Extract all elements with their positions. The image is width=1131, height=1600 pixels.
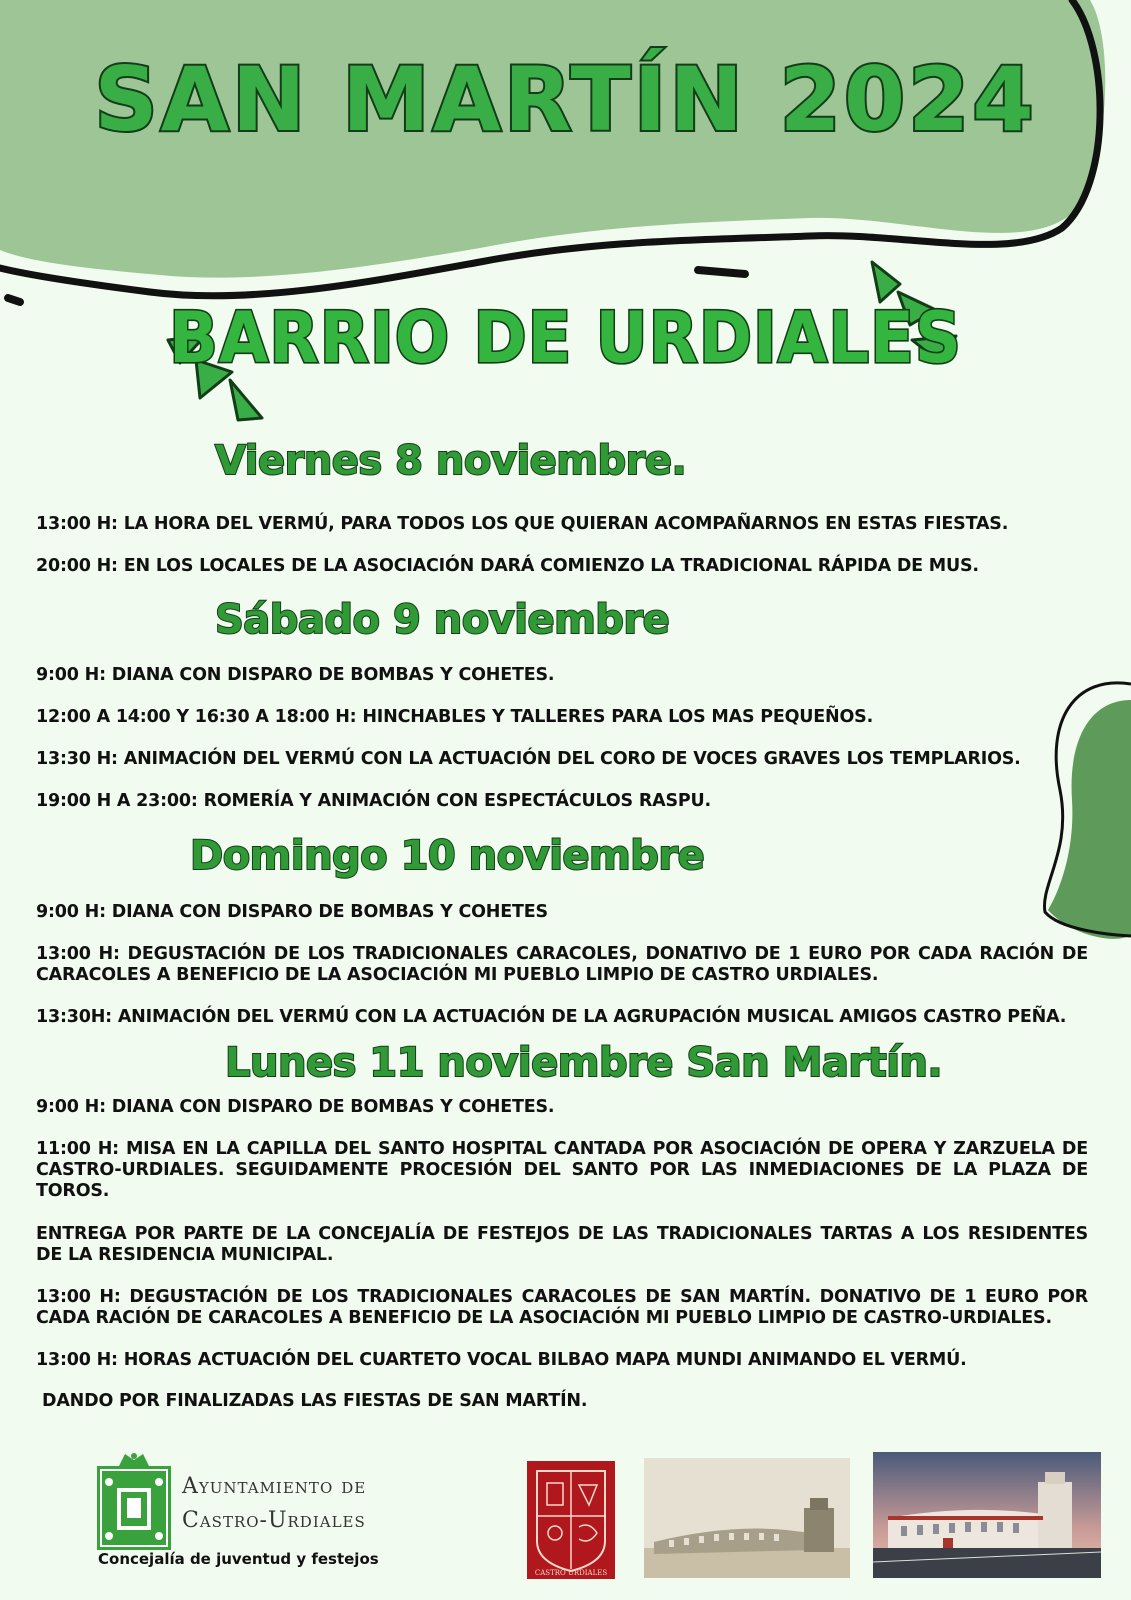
event-item: 11:00 H: MISA EN LA CAPILLA DEL SANTO HOSPITAL CANTADA POR ASOCIACIÓN DE OPERA Y ZARZUELA DE CASTRO-URDIALES. SEGUIDAMENTE PROCESIÓN DEL SANTO POR LAS INMEDIACIONES DE LA PLAZA DE TOROS. <box>36 1139 1088 1201</box>
ayuntamiento-name <box>182 1470 366 1538</box>
modern-bullring-photo <box>873 1452 1101 1578</box>
closing-note: DANDO POR FINALIZADAS LAS FIESTAS DE SAN MARTÍN. <box>42 1391 588 1411</box>
event-item: 13:30 H: ANIMACIÓN DEL VERMÚ CON LA ACTUACIÓN DEL CORO DE VOCES GRAVES LOS TEMPLARIOS. <box>36 749 1021 769</box>
day-heading-sunday: Domingo 10 noviembre <box>190 833 705 879</box>
page-title: SAN MARTÍN 2024 <box>94 48 1037 151</box>
day-heading-saturday: Sábado 9 noviembre <box>215 597 670 643</box>
event-item: 13:00 H: DEGUSTACIÓN DE LOS TRADICIONALES CARACOLES DE SAN MARTÍN. DONATIVO DE 1 EURO POR CADA RACIÓN DE CARACOLES A BENEFICIO DE LA ASOCIACIÓN MI PUEBLO LIMPIO DE CASTRO-URDIALES. <box>36 1287 1088 1328</box>
historic-bullring-photo <box>644 1458 850 1578</box>
event-item: 13:00 H: HORAS ACTUACIÓN DEL CUARTETO VOCAL BILBAO MAPA MUNDI ANIMANDO EL VERMÚ. <box>36 1350 967 1370</box>
ayuntamiento-shield-logo <box>97 1452 171 1552</box>
concejalia-label: Concejalía de juventud y festejos <box>98 1550 379 1568</box>
event-item: 12:00 A 14:00 Y 16:30 A 18:00 H: HINCHABLES Y TALLERES PARA LOS MAS PEQUEÑOS. <box>36 707 874 727</box>
castro-urdiales-emblem <box>527 1461 615 1579</box>
subtitle: BARRIO DE URDIALES <box>169 298 962 380</box>
day-heading-monday: Lunes 11 noviembre San Martín. <box>225 1040 943 1086</box>
day-heading-friday: Viernes 8 noviembre. <box>215 438 687 484</box>
event-item: 20:00 H: EN LOS LOCALES DE LA ASOCIACIÓN DARÁ COMIENZO LA TRADICIONAL RÁPIDA DE MUS. <box>36 556 979 576</box>
emblem-text: CASTRO URDIALES <box>534 1569 608 1577</box>
event-item: 13:00 H: DEGUSTACIÓN DE LOS TRADICIONALES CARACOLES, DONATIVO DE 1 EURO POR CADA RACIÓN DE CARACOLES A BENEFICIO DE LA ASOCIACIÓN MI PUEBLO LIMPIO DE CASTRO URDIALES. <box>36 944 1088 985</box>
ayuntamiento-line2: Castro-Urdiales <box>182 1508 366 1533</box>
event-item: 9:00 H: DIANA CON DISPARO DE BOMBAS Y COHETES <box>36 902 548 922</box>
event-item: 9:00 H: DIANA CON DISPARO DE BOMBAS Y COHETES. <box>36 1097 555 1117</box>
ayuntamiento-line1: Ayuntamiento de <box>182 1474 367 1499</box>
event-item: ENTREGA POR PARTE DE LA CONCEJALÍA DE FESTEJOS DE LAS TRADICIONALES TARTAS A LOS RESIDENTES DE LA RESIDENCIA MUNICIPAL. <box>36 1224 1088 1265</box>
event-item: 13:00 H: LA HORA DEL VERMÚ, PARA TODOS LOS QUE QUIERAN ACOMPAÑARNOS EN ESTAS FIESTAS. <box>36 514 1009 534</box>
event-item: 9:00 H: DIANA CON DISPARO DE BOMBAS Y COHETES. <box>36 665 555 685</box>
event-item: 19:00 H A 23:00: ROMERÍA Y ANIMACIÓN CON ESPECTÁCULOS RASPU. <box>36 791 711 811</box>
event-item: 13:30H: ANIMACIÓN DEL VERMÚ CON LA ACTUACIÓN DE LA AGRUPACIÓN MUSICAL AMIGOS CASTRO PEÑA. <box>36 1007 1067 1027</box>
